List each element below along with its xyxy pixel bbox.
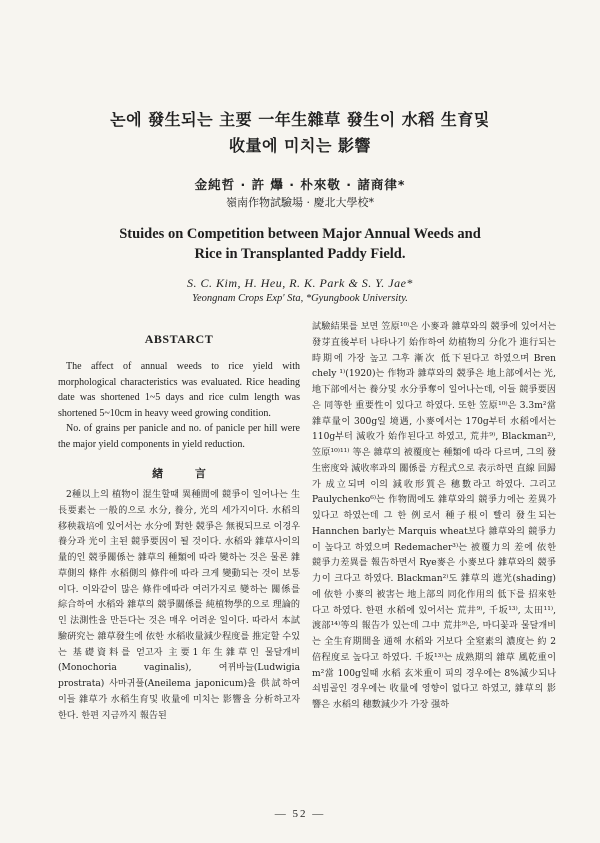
abstract-paragraph-1: The affect of annual weeds to rice yield with morphological characteristics was evaluated. Rice heading date was shortened 1~5 days and rice culm length was shortened 5~10cm in heavy weed growing condition. [58, 361, 300, 419]
right-column [312, 320, 556, 714]
korean-authors: 金純哲 · 許 爗 · 朴來敬 · 諸商律* [194, 177, 406, 192]
page-number: — 52 — [274, 808, 326, 820]
abstract-heading: ABSTARCT [144, 332, 214, 346]
korean-affiliation: 嶺南作物試驗場 · 慶北大學校* [226, 196, 374, 209]
english-title-line-1: Stuides on Competition between Major Annual Weeds and [119, 226, 481, 242]
introduction-heading: 緖 言 [152, 467, 220, 480]
left-column [58, 320, 300, 724]
abstract-paragraph-2: No. of grains per panicle and no. of panicle per hill were the major yield components in yield reduction. [58, 423, 300, 450]
introduction-text-right: 試驗結果를 보면 笠原¹⁰⁾은 小麥과 雜草와의 競爭에 있어서는 發芽直後부터 나타나기 始作하여 幼植物의 分化가 進行되는 時期에 가장 높고 그후 漸次 低下된다고 하였으며 Bren chely ¹⁾(1920)는 作物과 雜草와의 競爭은 地上部에서는 光, 地下部에서는 養分및 水分爭奪이 일어나는데, 이들 競爭要因은 同等한 重要性이 있다고 하였다. 또한 笠原¹⁰⁾은 3.3m²當 雜草量이 300g일 境遇, 小麥에서는 170g부터 水稻에서는 110g부터 減收가 始作된다고 하였고, 荒井⁹⁾, Blackman²⁾, 笠原¹⁰⁾¹¹⁾ 等은 雜草의 被覆度는 種類에 따라 다르며, 그의 發生密度와 減收率과의 關係를 方程式으로 表示하면 直線 回歸가 成立되며 이의 減收形質은 穗數라고 하였다. 그리고 Paulychenko⁶⁾는 作物間에도 雜草와의 競爭力에는 差異가 있다고 하였는데 그 한 例로서 種子根이 빨리 發生되는 Hannchen barly는 Marquis wheat보다 雜草와의 競爭力이 높다고 하였으며 Redemacher³⁾는 被覆力의 差에 依한 競爭力差異를 報告하면서 Rye麥은 小麥보다 雜草와의 競爭力이 크다고 하였다. Blackman²⁾도 雜草의 遮光(shading)에 依한 小麥의 被害는 地上部의 同化作用의 低下를 招來한다고 하였다. 한편 水稻에 있어서는 荒井⁹⁾, 千坂¹³⁾, 太田¹¹⁾, 渡部¹⁴⁾等의 報告가 있는데 그中 荒井⁹⁾은, 마디꽃과 물달개비는 全生育期間을 通해 水稻와 거보다 全窒素의 濃度는 約 2倍程度로 높다고 하였다. 千坂¹³⁾는 成熟期의 雜草 風乾重이 m²當 100g일때 水稻 玄米重이 피의 경우에는 8%減少되나 쇠빔골인 경우에는 收量에 영향이 없다고 하였고, 雜草의 影響은 水稻의 穗數減少가 가장 强하 [312, 322, 556, 710]
english-affiliation: Yeongnam Crops Exp' Sta, *Gyungbook University. [192, 293, 408, 304]
korean-title-line-2: 收量에 미치는 影響 [229, 136, 371, 155]
introduction-text-left: 2種以上의 植物이 混生할때 異種間에 競爭이 일어나는 生長要素는 一般的으로 水分, 養分, 光의 세가지이다. 水稻의 移秧栽培에 있어서는 水分에 對한 競爭은 無視되므로 이경우 養分과 光이 主된 競爭要因이 될 것이다. 水稻와 雜草사이의 量的인 競爭關係는 雜草의 種類에 따라 變하는 것은 물론 雜草側의 條件 水稻側의 條件에 따라 크게 變動되는 것이 보통이다. 이와같이 많은 條件에따라 여러가지로 變하는 關係를 綜合하여 水稻와 雜草의 競爭關係를 純植物學的으로 理論的인 法測性을 만든다는 것은 매우 어려운 일이다. 따라서 本試驗硏究는 雜草發生에 依한 水稻收量減少程度를 推定할 수있는 基礎資料를 얻고자 主要1年生雜草인 물달개비(Monochoria vaginalis), 여뀌바늘(Ludwigia prostrata) 사마귀풀(Aneilema japonicum)을 供試하여 이들 雜草가 水稻生育및 收量에 미치는 影響을 分析하고자 한다. 한편 지금까지 報告된 [58, 490, 300, 721]
english-authors: S. C. Kim, H. Heu, R. K. Park & S. Y. Jae* [187, 276, 413, 290]
korean-title-line-1: 논에 發生되는 主要 一年生雜草 發生이 水稻 生育및 [110, 110, 490, 129]
english-title-line-2: Rice in Transplanted Paddy Field. [194, 246, 406, 262]
